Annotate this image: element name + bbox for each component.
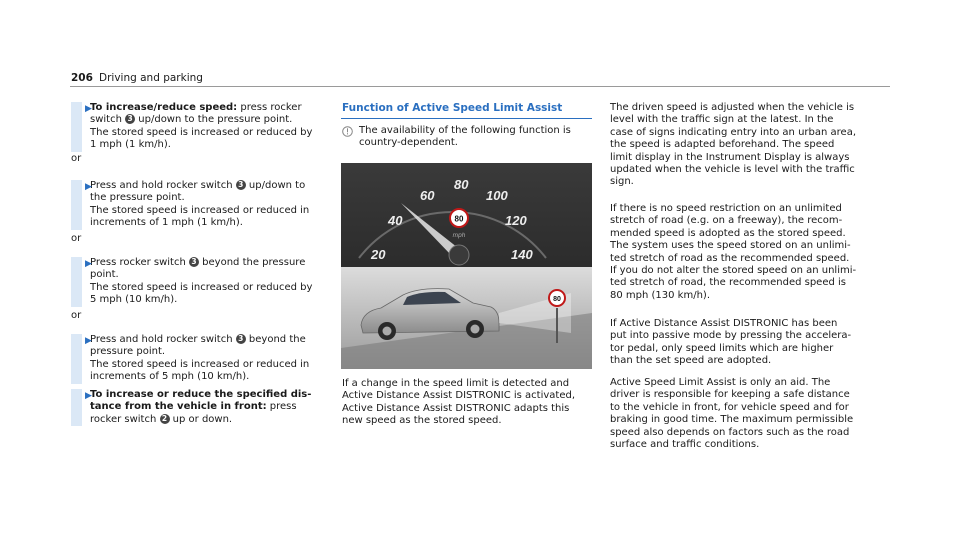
step-text (90, 102, 331, 152)
badge-3-icon: 3 (236, 180, 246, 190)
text: level with the traffic sign at the latest. In the (610, 114, 834, 126)
step-text (90, 334, 331, 384)
badge-3-icon: 3 (125, 114, 135, 124)
text: The driven speed is adjusted when the vehicle is (610, 102, 855, 113)
step-bar (71, 389, 82, 426)
needle-hub (449, 245, 469, 265)
sign-speed-value: 80 (553, 296, 561, 303)
text: stretch of road (e.g. on a freeway), the recom- (610, 215, 843, 227)
step-press-beyond (71, 257, 331, 307)
text: up or down. (169, 413, 233, 425)
step-bar (71, 180, 82, 230)
step-press-hold-beyond (71, 334, 331, 384)
text: The system uses the speed stored on an unlimi- (610, 240, 851, 252)
text: Press rocker switch (90, 257, 189, 268)
text: If there is no speed restriction on an unlimited (610, 203, 842, 214)
text: than the set speed are adopted. (610, 355, 772, 367)
step-heading: To increase/reduce speed: (90, 102, 238, 113)
text: up/down to the pressure point. (135, 114, 293, 126)
text: The stored speed is increased or reduced by (90, 126, 313, 138)
step-heading: To increase or reduce the specified dis- (90, 389, 312, 400)
text: limit display in the Instrument Display is always (610, 151, 850, 163)
text: The stored speed is increased or reduced by (90, 281, 313, 293)
step-bar (71, 257, 82, 307)
text: the speed is adapted beforehand. The speed (610, 139, 835, 151)
text: Active Speed Limit Assist is only an aid. The (610, 377, 831, 388)
step-increase-reduce-speed (71, 102, 331, 152)
tick-label: 20 (371, 247, 386, 262)
tick-label: 100 (486, 188, 508, 203)
step-distance (71, 389, 331, 426)
text: put into passive mode by pressing the accelera- (610, 330, 852, 342)
header-rule (70, 86, 890, 87)
text: the pressure point. (90, 192, 185, 204)
text: press (266, 401, 297, 413)
text: beyond the pressure (198, 257, 306, 268)
step-press-hold-up-down (71, 180, 331, 230)
text: If Active Distance Assist DISTRONIC has been (610, 318, 838, 329)
text: mended speed is adopted as the stored speed. (610, 227, 846, 239)
step-bar (71, 102, 82, 152)
text: speed also depends on factors such as the road (610, 426, 850, 438)
text: 80 mph (130 km/h). (610, 289, 710, 301)
text: The stored speed is increased or reduced in (90, 358, 310, 370)
step-text (90, 180, 331, 230)
section-rule (341, 118, 592, 119)
text: ted stretch of road as the recommended speed. (610, 252, 850, 264)
text: increments of 5 mph (10 km/h). (90, 371, 250, 383)
text: press rocker (237, 102, 302, 113)
text: driver is responsible for keeping a safe distance (610, 389, 850, 401)
or-label: or (71, 310, 82, 321)
text: Press and hold rocker switch (90, 180, 236, 191)
note-text (359, 125, 589, 150)
step-arrow-icon: ▶ (85, 182, 92, 192)
paragraph-passive-mode (610, 318, 875, 368)
tick-label: 40 (388, 213, 403, 228)
section-title: Function of Active Speed Limit Assist (342, 102, 563, 114)
text: The availability of the following function is (359, 125, 571, 136)
text: If a change in the speed limit is detected and (342, 378, 570, 389)
page-number: 206 (71, 72, 93, 84)
tick-label: 120 (505, 213, 527, 228)
text: sign. (610, 176, 634, 188)
badge-2-icon: 2 (160, 414, 170, 424)
text: country-dependent. (359, 137, 458, 149)
text: tor pedal, only speed limits which are higher (610, 342, 834, 354)
or-label: or (71, 233, 82, 244)
tick-label: 80 (454, 177, 469, 192)
step-arrow-icon: ▶ (85, 259, 92, 269)
text: Active Distance Assist DISTRONIC is activated, (342, 390, 576, 402)
badge-3-icon: 3 (236, 334, 246, 344)
step-bar (71, 334, 82, 384)
chapter-title: Driving and parking (99, 72, 203, 84)
text: updated when the vehicle is level with the traffic (610, 164, 855, 176)
set-speed-value: 80 (454, 214, 464, 224)
or-label: or (71, 153, 82, 164)
note-icon (342, 126, 353, 137)
step-text (90, 389, 331, 426)
text: The stored speed is increased or reduced in (90, 204, 310, 216)
paragraph-aid-notice (610, 377, 875, 451)
illustration-svg (341, 163, 592, 369)
speed-limit-illustration (341, 163, 592, 369)
step-arrow-icon: ▶ (85, 336, 92, 346)
text: Active Distance Assist DISTRONIC adapts this (342, 402, 570, 414)
tick-label: 140 (511, 247, 533, 262)
text: braking in good time. The maximum permissible (610, 414, 854, 426)
text: rocker switch (90, 413, 160, 425)
tick-label: 60 (420, 188, 435, 203)
text: beyond the (245, 334, 306, 345)
text: If you do not alter the stored speed on an unlimi- (610, 265, 857, 277)
text: switch (90, 114, 126, 126)
car-rim (471, 325, 480, 334)
text: 5 mph (10 km/h). (90, 294, 178, 306)
step-text (90, 257, 331, 307)
paragraph-adjusted-speed (610, 102, 875, 189)
step-arrow-icon: ▶ (85, 391, 92, 401)
text: surface and traffic conditions. (610, 439, 760, 451)
car-rim (383, 327, 392, 336)
text: case of signs indicating entry into an urban area, (610, 126, 856, 138)
text: increments of 1 mph (1 km/h). (90, 217, 243, 229)
step-heading: tance from the vehicle in front: (90, 401, 267, 413)
step-arrow-icon: ▶ (85, 104, 92, 114)
text: point. (90, 269, 119, 281)
paragraph-unlimited-stretch (610, 203, 875, 302)
text: new speed as the stored speed. (342, 415, 502, 427)
badge-3-icon: 3 (189, 257, 199, 267)
text: ted stretch of road, the recommended speed is (610, 277, 846, 289)
unit-label: mph (452, 232, 466, 239)
figure-caption (342, 378, 592, 428)
text: pressure point. (90, 346, 166, 358)
text: up/down to (245, 180, 306, 191)
text: to the vehicle in front, for vehicle speed and for (610, 401, 849, 413)
sign-post (556, 308, 558, 343)
text: Press and hold rocker switch (90, 334, 236, 345)
text: 1 mph (1 km/h). (90, 139, 171, 151)
